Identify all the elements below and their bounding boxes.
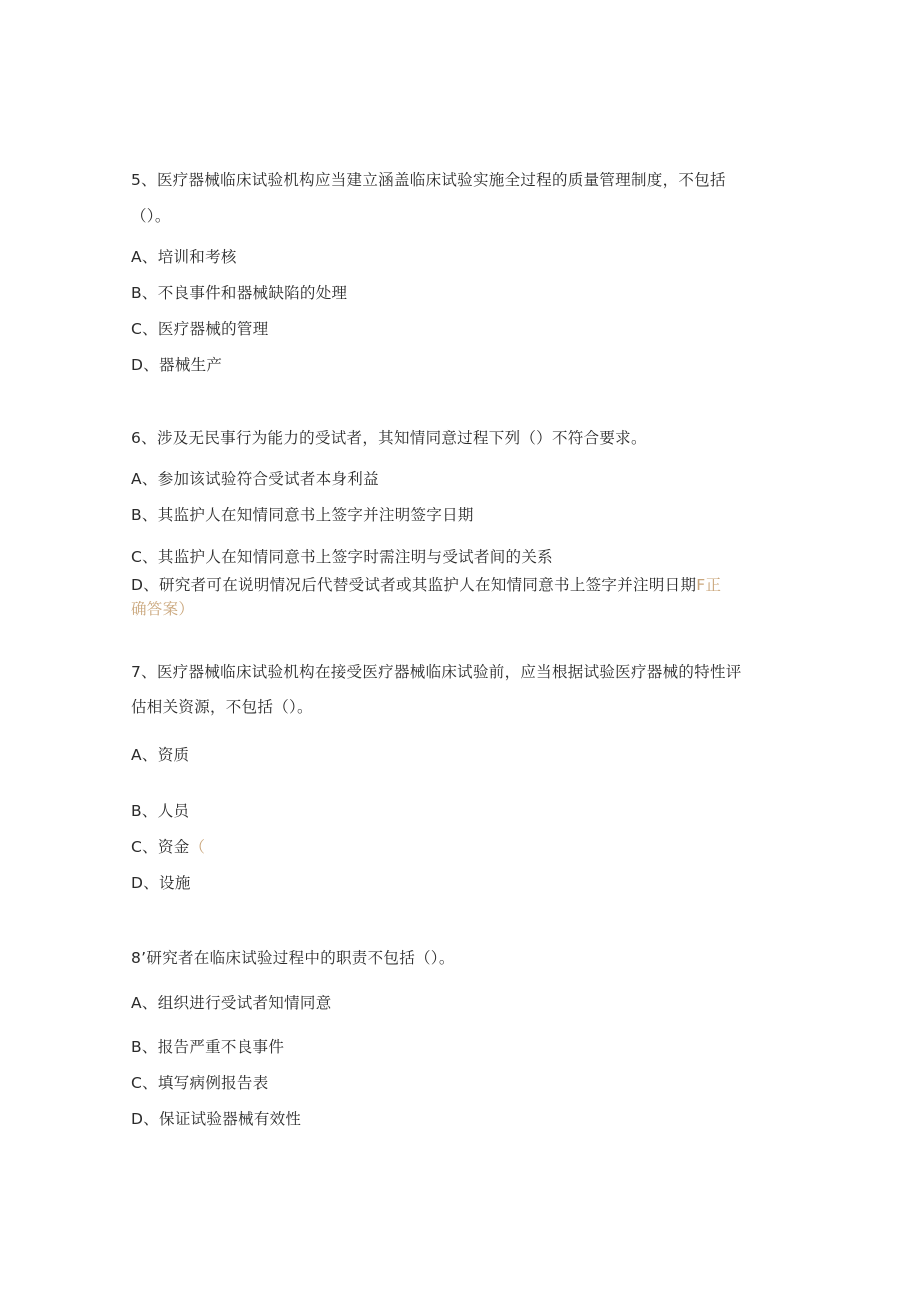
question-7-option-a: A、资质	[131, 746, 190, 764]
question-5-option-c: C、医疗器械的管理	[131, 320, 269, 338]
answer-note-inline: F正	[696, 576, 722, 594]
question-5-option-d: D、器械生产	[131, 356, 223, 374]
question-5-option-a: A、培训和考核	[131, 248, 237, 266]
question-8-stem: 8’研究者在临床试验过程中的职责不包括（）。	[131, 949, 455, 967]
question-5-stem-line-2: （）。	[131, 207, 171, 225]
question-8-option-a: A、组织进行受试者知情同意	[131, 994, 332, 1012]
question-7-option-d: D、设施	[131, 874, 191, 892]
question-6-option-b: B、其监护人在知情同意书上签字并注明签字日期	[131, 506, 474, 524]
question-7-option-c	[131, 836, 205, 858]
question-7-option-c-text: C、资金	[131, 838, 190, 856]
question-6-option-d-text: D、研究者可在说明情况后代替受试者或其监护人在知情同意书上签字并注明日期	[131, 576, 697, 594]
question-6-option-d	[131, 574, 721, 596]
question-5-stem-line-1: 5、医疗器械临床试验机构应当建立涵盖临床试验实施全过程的质量管理制度，不包括	[131, 171, 726, 189]
answer-mark: （	[189, 838, 206, 856]
question-7-stem-line-1: 7、医疗器械临床试验机构在接受医疗器械临床试验前，应当根据试验医疗器械的特性评	[131, 663, 742, 681]
answer-note-wrap: 确答案）	[131, 600, 195, 618]
question-8-option-b: B、报告严重不良事件	[131, 1038, 285, 1056]
question-6-option-c: C、其监护人在知情同意书上签字时需注明与受试者间的关系	[131, 548, 553, 566]
question-8-option-c: C、填写病例报告表	[131, 1074, 269, 1092]
question-6-stem: 6、涉及无民事行为能力的受试者，其知情同意过程下列（）不符合要求。	[131, 429, 647, 447]
question-6-option-a: A、参加该试验符合受试者本身利益	[131, 470, 379, 488]
question-5-option-b: B、不良事件和器械缺陷的处理	[131, 284, 348, 302]
question-7-option-b: B、人员	[131, 802, 190, 820]
question-7-stem-line-2: 估相关资源，不包括（）。	[131, 698, 313, 716]
question-8-option-d: D、保证试验器械有效性	[131, 1110, 302, 1128]
